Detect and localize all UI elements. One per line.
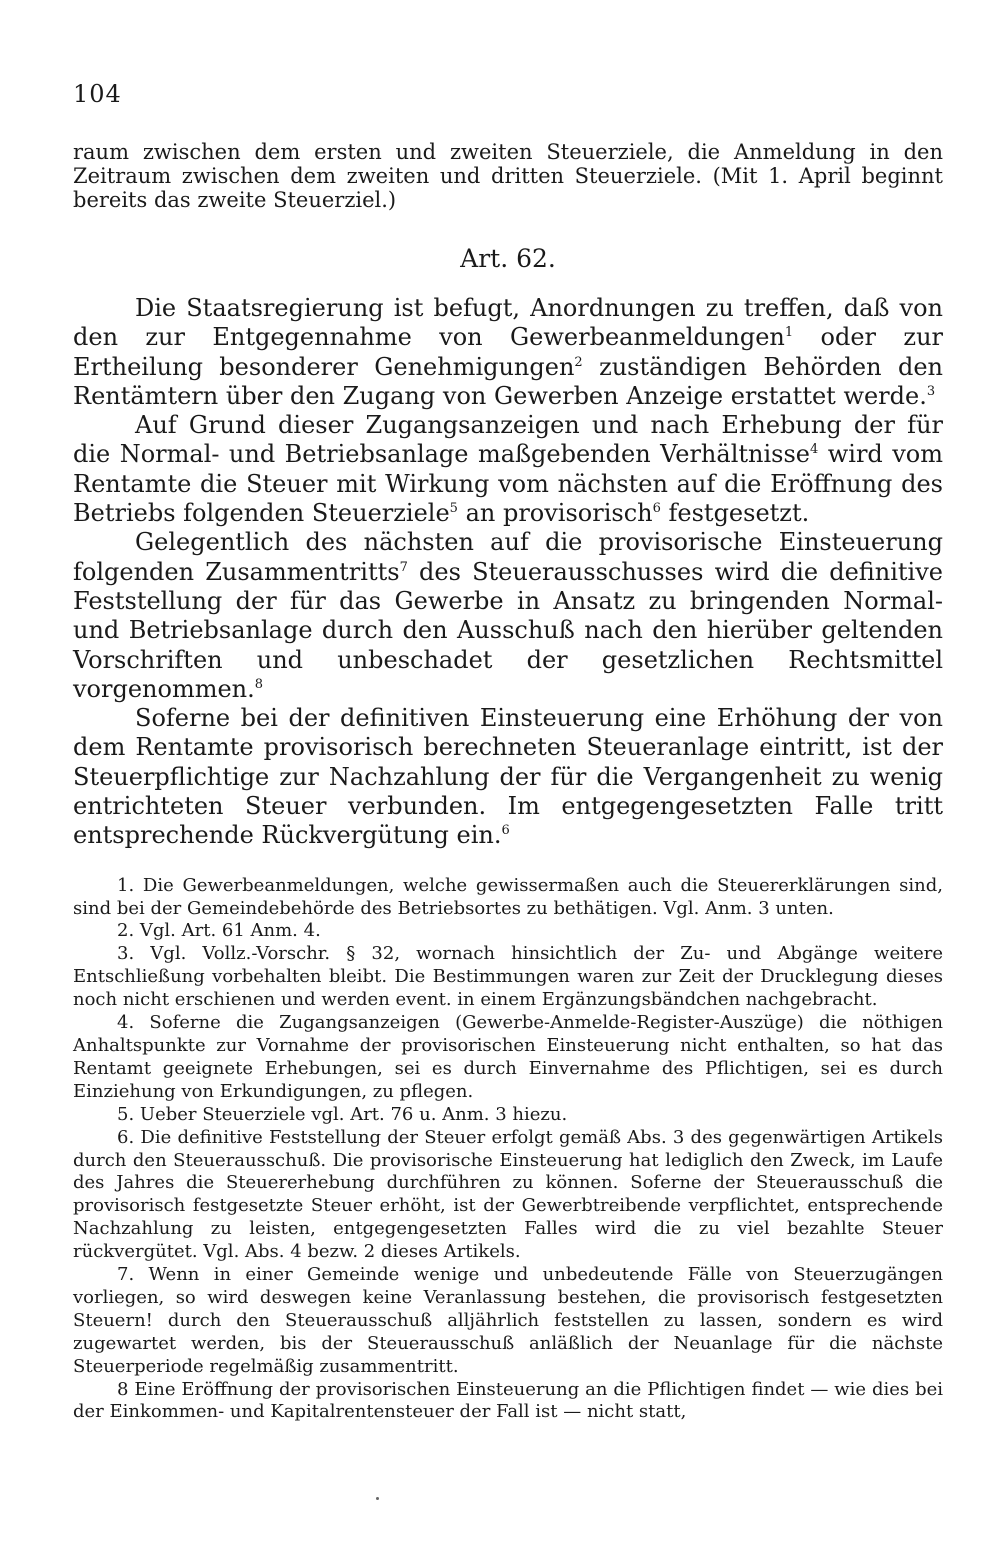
footnote-ref: 3	[926, 383, 936, 399]
footnote-ref: 2	[574, 354, 583, 370]
paragraph-text: Soferne bei der definitiven Einsteuerung eine Erhöhung der von dem Rentamte provisorisch berechneten Steueranlage eintritt, ist der Steuerpflichtige zur Nachzahlung der für die Vergangenheit zu wenig entrichteten Steuer verbunden. Im entgegengesetzten Falle tritt entsprechende Rückvergütung ein.	[73, 704, 943, 850]
article-paragraph	[73, 528, 943, 704]
page-number: 104	[73, 80, 122, 108]
footnote-ref: 7	[399, 559, 408, 575]
print-speck	[376, 1497, 379, 1500]
article-heading: Art. 62.	[460, 244, 556, 273]
paragraph-text: festgesetzt.	[660, 499, 810, 528]
footnote: 1. Die Gewerbeanmeldungen, welche gewissermaßen auch die Steuererklärungen sind, sind bei der Gemeindebehörde des Betriebsortes zu bethätigen. Vgl. Anm. 3 unten.	[73, 874, 943, 919]
paragraph-text: oder zur Ertheilung besonderer Genehmigungen	[73, 323, 943, 381]
book-page	[73, 80, 943, 1424]
article-body	[73, 294, 943, 851]
footnote-ref: 6	[501, 823, 510, 839]
paragraph-text: zuständigen Behörden den Rentämtern über den Zugang von Gewerben Anzeige erstattet werde.	[73, 352, 943, 410]
paragraph-text: an provisorisch	[457, 499, 653, 528]
footnote-ref: 5	[449, 501, 458, 517]
footnote-ref: 8	[254, 676, 264, 692]
paragraph-text: Auf Grund dieser Zugangsanzeigen und nach Erhebung der für die Normal- und Betriebsanlage maßgebenden Verhältnisse	[73, 411, 943, 469]
footnote-ref: 4	[809, 442, 819, 458]
paragraph-text: wird vom Rentamte die Steuer mit Wirkung vom nächsten auf die Eröffnung des Betriebs folgenden Steuerziele	[73, 440, 943, 528]
paragraph-text: Die Staatsregierung ist befugt, Anordnungen zu treffen, daß von den zur Entgegennahme von Gewerbeanmeldungen	[73, 294, 943, 352]
article-paragraph	[73, 294, 943, 411]
footnote: 2. Vgl. Art. 61 Anm. 4.	[117, 920, 321, 942]
footnote: 7. Wenn in einer Gemeinde wenige und unbedeutende Fälle von Steuerzugängen vorliegen, so wird deswegen keine Veranlassung bestehen, die provisorisch festgesetzten Steuern! durch den Steuerausschuß alljährlich feststellen zu lassen, sondern es wird zugewartet werden, bis der Steuerausschuß anläßlich der Neuanlage für die nächste Steuerperiode regelmäßig zusammentritt.	[73, 1264, 943, 1377]
footnote: 8 Eine Eröffnung der provisorischen Einsteuerung an die Pflichtigen findet — wie dies bei der Einkommen- und Kapitalrentensteuer der Fall ist — nicht statt,	[73, 1378, 943, 1423]
footnote: 6. Die definitive Feststellung der Steuer erfolgt gemäß Abs. 3 des gegenwärtigen Artikels durch den Steuerausschuß. Die provisorische Einsteuerung hat lediglich den Zweck, im Laufe des Jahres die Steuererhebung durchführen zu können. Soferne der Steuerausschuß die provisorisch festgesetzte Steuer erhöht, ist der Gewerbtreibende verpflichtet, entsprechende Nachzahlung zu leisten, entgegengesetzten Falles wird die zu viel bezahlte Steuer rückvergütet. Vgl. Abs. 4 bezw. 2 dieses Artikels.	[73, 1126, 943, 1263]
article-paragraph	[73, 704, 943, 850]
footnote-ref: 1	[784, 325, 794, 341]
footnote: 5. Ueber Steuerziele vgl. Art. 76 u. Anm. 3 hiezu.	[117, 1103, 568, 1125]
footnote: 3. Vgl. Vollz.-Vorschr. § 32, wornach hinsichtlich der Zu- und Abgänge weitere Entschließung vorbehalten bleibt. Die Bestimmungen waren zur Zeit der Drucklegung dieses noch nicht erschienen und werden event. in einem Ergänzungsbändchen nachgebracht.	[73, 943, 943, 1011]
article-paragraph	[73, 411, 943, 528]
footnote: 4. Soferne die Zugangsanzeigen (Gewerbe-Anmelde-Register-Auszüge) die nöthigen Anhaltspunkte zur Vornahme der provisorischen Einsteuerung nicht enthalten, so hat das Rentamt geeignete Erhebungen, sei es durch Einvernahme des Pflichtigen, sei es durch Einziehung von Erkundigungen, zu pflegen.	[73, 1012, 943, 1102]
continued-paragraph: raum zwischen dem ersten und zweiten Steuerziele, die Anmeldung in den Zeitraum zwischen dem zweiten und dritten Steuerziele. (Mit 1. April beginnt bereits das zweite Steuerziel.)	[73, 140, 943, 212]
paragraph-text: des Steuerausschusses wird die definitive Feststellung der für das Gewerbe in Ansatz zu bringenden Normal- und Betriebsanlage durch den Ausschuß nach den hierüber geltenden Vorschriften und unbeschadet der gesetzlichen Rechtsmittel vorgenommen.	[73, 557, 943, 703]
footnotes	[73, 875, 943, 1425]
paragraph-text: Gelegentlich des nächsten auf die provisorische Einsteuerung folgenden Zusammentritts	[73, 528, 943, 586]
footnote-ref: 6	[652, 501, 661, 517]
